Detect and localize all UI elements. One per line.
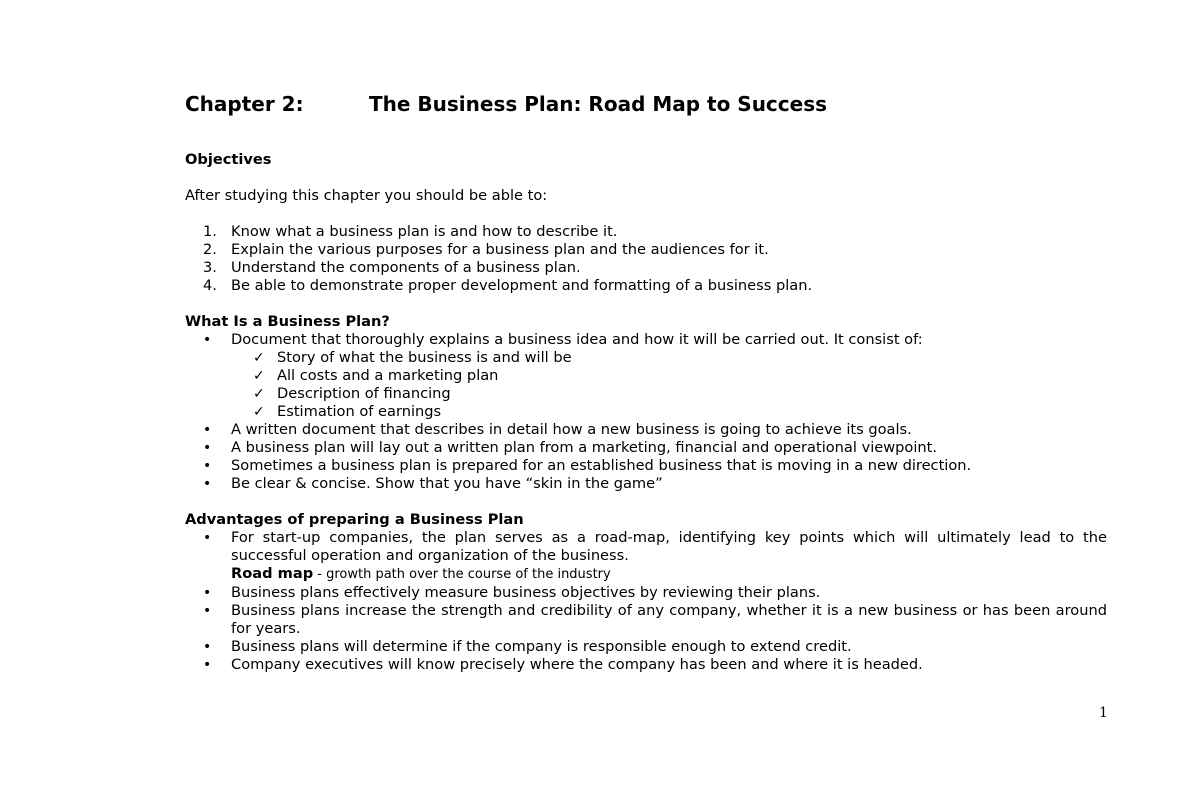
bullet-text: Document that thoroughly explains a business idea and how it will be carried out. It consist of: bbox=[231, 331, 923, 348]
list-number: 4. bbox=[203, 277, 217, 294]
checklist-item bbox=[185, 385, 1107, 403]
bullet-icon: • bbox=[203, 476, 212, 492]
checklist-item bbox=[185, 403, 1107, 421]
objective-text: Be able to demonstrate proper development and formatting of a business plan. bbox=[231, 277, 813, 294]
bullet-text: Sometimes a business plan is prepared for an established business that is moving in a new direction. bbox=[231, 457, 972, 474]
advantages-heading: Advantages of preparing a Business Plan bbox=[185, 511, 524, 528]
objective-item bbox=[185, 241, 1107, 259]
checklist-text: Estimation of earnings bbox=[277, 403, 442, 420]
bullet-text: Business plans effectively measure business objectives by reviewing their plans. bbox=[231, 584, 821, 601]
objective-item bbox=[185, 277, 1107, 295]
checklist-item bbox=[185, 367, 1107, 385]
list-number: 3. bbox=[203, 259, 217, 276]
bullet-icon: • bbox=[203, 530, 212, 546]
bullet-text: A written document that describes in detail how a new business is going to achieve its goals. bbox=[231, 421, 912, 438]
spacer bbox=[185, 493, 1107, 511]
checkmark-icon: ✓ bbox=[253, 386, 265, 402]
bullet-icon: • bbox=[203, 603, 212, 619]
bullet-item bbox=[185, 475, 1107, 493]
roadmap-description: - growth path over the course of the industry bbox=[313, 567, 611, 582]
objective-text: Explain the various purposes for a business plan and the audiences for it. bbox=[231, 241, 769, 258]
document-body bbox=[185, 151, 1107, 674]
spacer bbox=[185, 205, 1107, 223]
objective-text: Know what a business plan is and how to describe it. bbox=[231, 223, 618, 240]
bullet-icon: • bbox=[203, 585, 212, 601]
bullet-text: For start-up companies, the plan serves as a road-map, identifying key points which will ultimately lead to the successful operation and organization of the business. bbox=[231, 529, 1107, 564]
page-number: 1 bbox=[1099, 705, 1108, 721]
bullet-icon: • bbox=[203, 422, 212, 438]
bullet-item bbox=[185, 638, 1107, 656]
bullet-item bbox=[185, 457, 1107, 475]
bullet-item bbox=[185, 602, 1107, 638]
chapter-number: Chapter 2: bbox=[185, 92, 304, 116]
checklist-text: All costs and a marketing plan bbox=[277, 367, 499, 384]
roadmap-term: Road map bbox=[231, 565, 314, 582]
list-number: 2. bbox=[203, 241, 217, 258]
objective-item bbox=[185, 259, 1107, 277]
bullet-item bbox=[185, 331, 1107, 349]
bullet-text: A business plan will lay out a written plan from a marketing, financial and operational viewpoint. bbox=[231, 439, 938, 456]
bullet-item bbox=[185, 421, 1107, 439]
checklist-text: Description of financing bbox=[277, 385, 451, 402]
bullet-icon: • bbox=[203, 332, 212, 348]
roadmap-definition bbox=[185, 565, 1107, 584]
checkmark-icon: ✓ bbox=[253, 404, 265, 420]
bullet-item bbox=[185, 439, 1107, 457]
what-is-heading: What Is a Business Plan? bbox=[185, 313, 390, 330]
spacer bbox=[185, 169, 1107, 187]
bullet-text: Business plans will determine if the company is responsible enough to extend credit. bbox=[231, 638, 852, 655]
checkmark-icon: ✓ bbox=[253, 350, 265, 366]
objective-text: Understand the components of a business plan. bbox=[231, 259, 581, 276]
bullet-icon: • bbox=[203, 458, 212, 474]
objectives-heading: Objectives bbox=[185, 151, 272, 168]
bullet-item bbox=[185, 529, 1107, 565]
bullet-icon: • bbox=[203, 657, 212, 673]
bullet-item bbox=[185, 656, 1107, 674]
chapter-title: The Business Plan: Road Map to Success bbox=[369, 92, 828, 116]
objectives-intro: After studying this chapter you should be able to: bbox=[185, 187, 548, 204]
list-number: 1. bbox=[203, 223, 217, 240]
bullet-text: Business plans increase the strength and credibility of any company, whether it is a new business or has been around for years. bbox=[231, 602, 1107, 637]
bullet-text: Be clear & concise. Show that you have “skin in the game” bbox=[231, 475, 663, 492]
bullet-icon: • bbox=[203, 440, 212, 456]
bullet-item bbox=[185, 584, 1107, 602]
checklist-text: Story of what the business is and will be bbox=[277, 349, 572, 366]
checkmark-icon: ✓ bbox=[253, 368, 265, 384]
bullet-icon: • bbox=[203, 639, 212, 655]
checklist-item bbox=[185, 349, 1107, 367]
bullet-text: Company executives will know precisely where the company has been and where it is headed. bbox=[231, 656, 923, 673]
chapter-heading bbox=[185, 92, 827, 116]
spacer bbox=[185, 295, 1107, 313]
objective-item bbox=[185, 223, 1107, 241]
